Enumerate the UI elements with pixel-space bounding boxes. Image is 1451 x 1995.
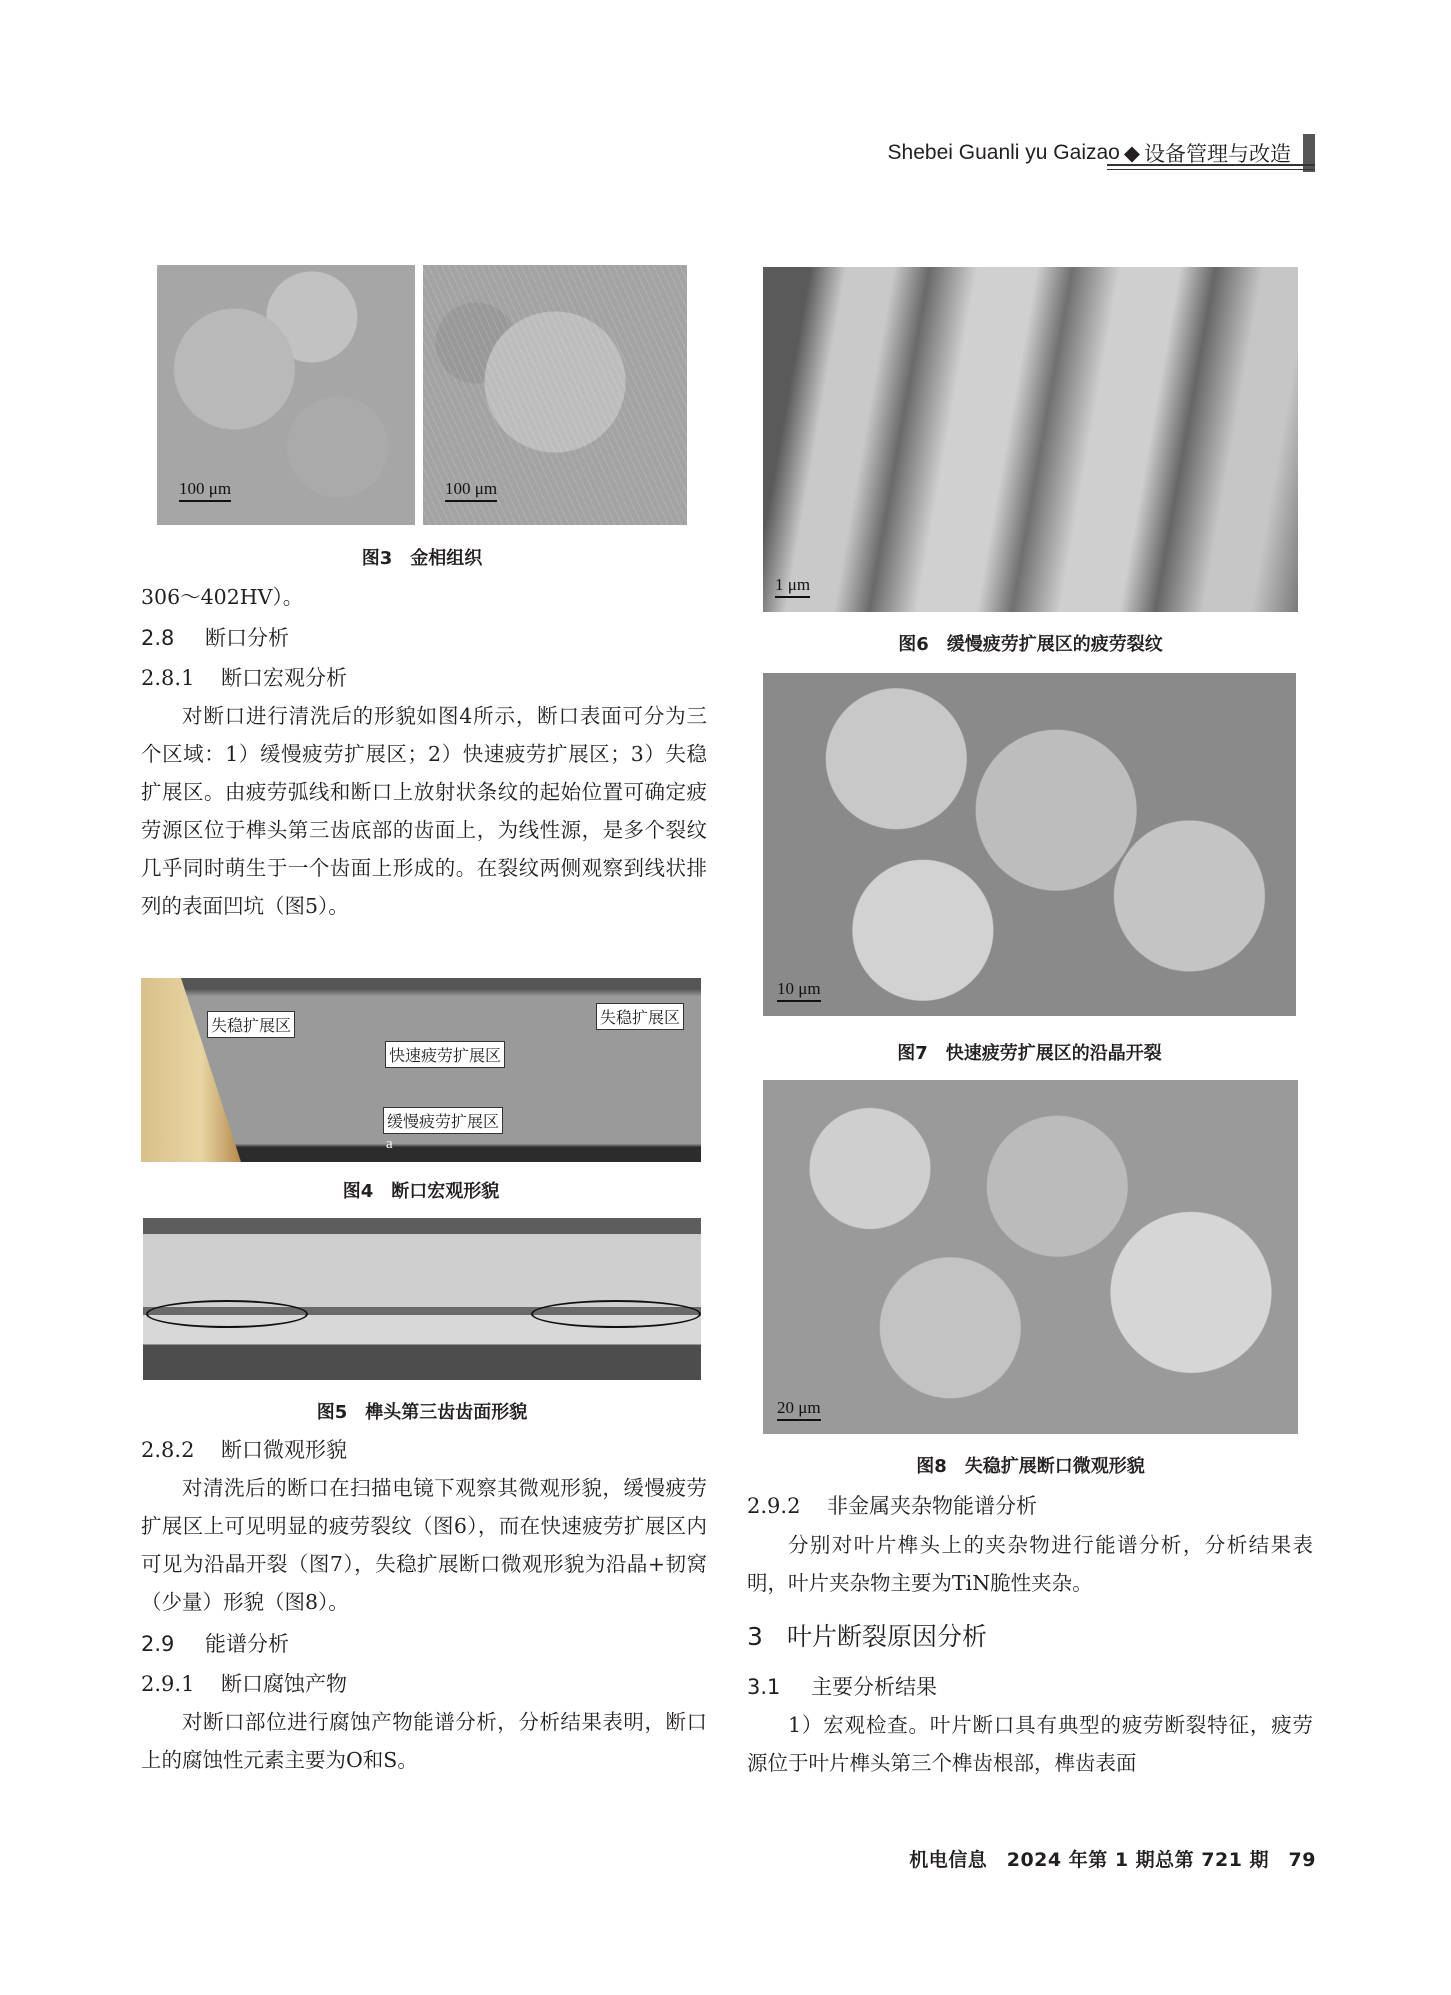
- section-title: 主要分析结果: [811, 1675, 937, 1699]
- fig3-caption: 图3 金相组织: [361, 548, 483, 569]
- section-number: 2.8.1: [141, 666, 195, 690]
- fig4-label-fast-zone: 快速疲劳扩展区: [385, 1041, 505, 1068]
- paragraph-2-8-2: 对清洗后的断口在扫描电镜下观察其微观形貌，缓慢疲劳扩展区上可见明显的疲劳裂纹（图6），而在快速疲劳扩展区内可见为沿晶开裂（图7），失稳扩展断口微观形貌为沿晶+韧窝（少量）形貌（图8）。: [141, 1476, 707, 1614]
- paragraph-2-9-2: 分别对叶片榫头上的夹杂物进行能谱分析，分析结果表明，叶片夹杂物主要为TiN脆性夹杂。: [747, 1533, 1313, 1595]
- section-number: 3.1: [747, 1675, 781, 1699]
- fig6-scale: 1 μm: [775, 575, 811, 594]
- fig4-label-unstable-right: 失稳扩展区: [596, 1003, 684, 1030]
- section-number: 2.8: [141, 626, 175, 650]
- fig7-scale: 10 μm: [777, 979, 821, 998]
- fig5-pit-marker-right: [531, 1300, 701, 1328]
- fig4-label-unstable-left: 失稳扩展区: [207, 1011, 295, 1038]
- section-2-9-heading: [141, 1628, 289, 1658]
- fig8-sem-unstable-fracture: [763, 1080, 1298, 1434]
- header-rule: [1107, 164, 1315, 170]
- section-2-9-2-heading: [747, 1490, 1037, 1520]
- paragraph-2-8-1: 对断口进行清洗后的形貌如图4所示，断口表面可分为三个区域：1）缓慢疲劳扩展区；2）快速疲劳扩展区；3）失稳扩展区。由疲劳弧线和断口上放射状条纹的起始位置可确定疲劳源区位于榫头第三齿底部的齿面上，为线性源，是多个裂纹几乎同时萌生于一个齿面上形成的。在裂纹两侧观察到线状排列的表面凹坑（图5）。: [141, 704, 707, 918]
- section-2-8-2-heading: [141, 1434, 347, 1464]
- fig3-scale-right: 100 μm: [445, 479, 498, 498]
- fig6-sem-fatigue-striations: [763, 267, 1298, 612]
- fig4-label-slow-zone: 缓慢疲劳扩展区: [383, 1107, 503, 1134]
- paragraph-2-9-1: 对断口部位进行腐蚀产物能谱分析，分析结果表明，断口上的腐蚀性元素主要为O和S。: [141, 1710, 707, 1772]
- journal-name-zh: 设备管理与改造: [1144, 142, 1291, 166]
- fig8-caption: 图8 失稳扩展断口微观形貌: [916, 1456, 1145, 1477]
- fig5-tooth-surface-photo: [143, 1218, 701, 1380]
- fig4-sublabel: a: [386, 1136, 393, 1152]
- section-number: 2.9: [141, 1632, 175, 1656]
- section-2-9-1-heading: [141, 1668, 347, 1698]
- fig4-caption: 图4 断口宏观形貌: [342, 1181, 500, 1202]
- section-3-1-heading: [747, 1671, 937, 1701]
- section-number: 2.9.1: [141, 1672, 195, 1696]
- fig5-caption: 图5 榫头第三齿齿面形貌: [316, 1402, 528, 1423]
- fig3-micrograph-left: [157, 265, 415, 525]
- page-footer: 机电信息 2024 年第 1 期总第 721 期 79: [909, 1849, 1316, 1871]
- paragraph-3-1: 1）宏观检查。叶片断口具有典型的疲劳断裂特征，疲劳源位于叶片榫头第三个榫齿根部，榫齿表面: [747, 1713, 1313, 1775]
- fig4-fracture-macro-photo: [141, 978, 701, 1162]
- journal-name-en: Shebei Guanli yu Gaizao: [887, 141, 1120, 164]
- fig3-micrograph-right: [423, 265, 687, 525]
- fig7-caption: 图7 快速疲劳扩展区的沿晶开裂: [897, 1043, 1162, 1064]
- section-3-heading: [747, 1617, 987, 1653]
- fig5-pit-marker-left: [146, 1300, 308, 1328]
- fig7-sem-intergranular: [763, 673, 1296, 1016]
- fig8-scale: 20 μm: [777, 1398, 821, 1417]
- section-title: 断口宏观分析: [221, 666, 347, 690]
- section-2-8-heading: [141, 622, 289, 652]
- fig3-scale-left: 100 μm: [179, 479, 232, 498]
- section-title: 非金属夹杂物能谱分析: [827, 1494, 1037, 1518]
- section-title: 能谱分析: [205, 1632, 289, 1656]
- fig6-caption: 图6 缓慢疲劳扩展区的疲劳裂纹: [898, 634, 1163, 655]
- diamond-separator: ◆: [1123, 141, 1140, 165]
- section-2-8-1-heading: [141, 662, 347, 692]
- section-number: 2.9.2: [747, 1494, 801, 1518]
- section-title: 断口分析: [205, 626, 289, 650]
- carry-over-text: 306～402HV）。: [141, 585, 304, 609]
- section-number: 2.8.2: [141, 1438, 195, 1462]
- section-title: 断口微观形貌: [221, 1438, 347, 1462]
- section-number: 3: [747, 1622, 763, 1651]
- section-title: 断口腐蚀产物: [221, 1672, 347, 1696]
- section-title: 叶片断裂原因分析: [787, 1622, 988, 1651]
- fig4-tooth-region: [141, 978, 241, 1162]
